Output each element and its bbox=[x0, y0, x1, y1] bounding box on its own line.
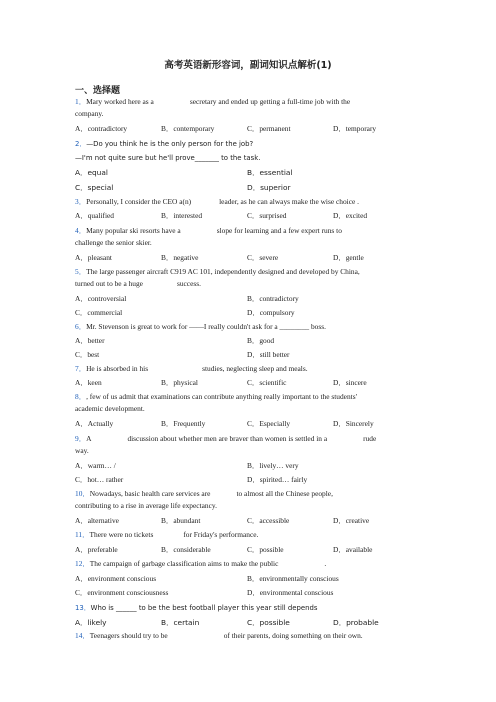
question-text: turned out to be a huge bbox=[75, 279, 143, 288]
question-text: secretary and ended up getting a full-time job with the bbox=[189, 97, 351, 106]
option-d: D．creative bbox=[333, 516, 370, 525]
question-2 bbox=[75, 139, 253, 149]
question-11 bbox=[75, 530, 258, 540]
question-text: —Do you think he is the only person for the job? bbox=[86, 140, 254, 148]
option-a: A．controversial bbox=[75, 294, 127, 303]
option-c: C．commercial bbox=[75, 308, 123, 317]
question-text: to almost all the Chinese people, bbox=[236, 489, 333, 498]
question-text: for Friday's performance. bbox=[183, 530, 259, 539]
question-text: discussion about whether men are braver than women is settled in a bbox=[127, 434, 328, 443]
option-d: D．temporary bbox=[333, 124, 377, 133]
question-text: There were no tickets bbox=[89, 530, 154, 539]
option-d: D．environmental conscious bbox=[247, 588, 334, 597]
option-b: B．abundant bbox=[161, 516, 201, 525]
option-d: D．sincere bbox=[333, 378, 367, 387]
question-text: Teenagers should try to be bbox=[89, 631, 168, 640]
question-text: rude bbox=[363, 434, 377, 443]
question-text: The campaign of garbage classification aims to make the public bbox=[89, 559, 279, 568]
option-c: C．hot… rather bbox=[75, 475, 124, 484]
option-a: A．Actually bbox=[75, 419, 114, 428]
option-a: A．alternative bbox=[75, 516, 119, 525]
question-text: , few of us admit that examinations can contribute anything really important to the students' bbox=[86, 392, 357, 401]
question-13 bbox=[75, 603, 317, 613]
option-b: B．considerable bbox=[161, 545, 211, 554]
question-7 bbox=[75, 364, 308, 374]
section-heading: 一、选择题 bbox=[75, 86, 121, 96]
option-c: C．Especially bbox=[247, 419, 291, 428]
option-c: C．special bbox=[75, 183, 114, 192]
option-c: C．environment consciousness bbox=[75, 588, 169, 597]
question-number: 13． bbox=[75, 604, 91, 612]
question-number: 8． bbox=[75, 392, 87, 401]
question-number: 3． bbox=[75, 197, 87, 206]
question-number: 5． bbox=[75, 267, 87, 276]
question-text: success. bbox=[176, 279, 201, 288]
option-b: B．negative bbox=[161, 253, 199, 262]
question-number: 10． bbox=[75, 489, 90, 498]
question-number: 2． bbox=[75, 140, 87, 148]
option-d: D．available bbox=[333, 545, 373, 554]
option-b: B．contemporary bbox=[161, 124, 215, 133]
option-d: D．probable bbox=[333, 618, 379, 627]
option-a: A．equal bbox=[75, 168, 108, 177]
question-number: 12． bbox=[75, 559, 90, 568]
question-text: Mary worked here as a bbox=[86, 97, 154, 106]
option-d: D．gentle bbox=[333, 253, 364, 262]
option-d: D．superior bbox=[247, 183, 291, 192]
question-6 bbox=[75, 322, 326, 332]
option-d: D．spirited… fairly bbox=[247, 475, 308, 484]
option-b: B．environmentally conscious bbox=[247, 574, 339, 583]
question-number: 11． bbox=[75, 530, 90, 539]
question-text: leader, as he can always make the wise choice . bbox=[219, 197, 359, 206]
option-a: A．contradictory bbox=[75, 124, 128, 133]
question-10-cont: contributing to a rise in average life expectancy. bbox=[75, 501, 217, 510]
question-2-cont: —I'm not quite sure but he'll prove_______ to the task. bbox=[75, 154, 261, 162]
option-b: B．essential bbox=[247, 168, 293, 177]
option-c: C．permanent bbox=[247, 124, 291, 133]
question-8 bbox=[75, 392, 357, 402]
question-text: Personally, I consider the CEO a(n) bbox=[86, 197, 192, 206]
question-text: studies, neglecting sleep and meals. bbox=[202, 364, 308, 373]
question-14 bbox=[75, 631, 363, 641]
question-number: 7． bbox=[75, 364, 87, 373]
option-b: B．interested bbox=[161, 211, 203, 220]
question-text: He is absorbed in his bbox=[86, 364, 149, 373]
option-b: B．certain bbox=[161, 618, 200, 627]
option-a: A．pleasant bbox=[75, 253, 112, 262]
option-a: A．qualified bbox=[75, 211, 114, 220]
question-number: 4． bbox=[75, 226, 87, 235]
question-1 bbox=[75, 97, 350, 107]
option-c: C．scientific bbox=[247, 378, 287, 387]
option-a: A．environment conscious bbox=[75, 574, 157, 583]
option-c: C．best bbox=[75, 350, 100, 359]
question-8-cont: academic development. bbox=[75, 404, 145, 413]
option-d: D．still better bbox=[247, 350, 290, 359]
question-4 bbox=[75, 226, 342, 236]
option-a: A．likely bbox=[75, 618, 107, 627]
question-text: . bbox=[324, 559, 327, 568]
question-5-cont bbox=[75, 279, 201, 289]
option-a: A．preferable bbox=[75, 545, 118, 554]
question-text: Many popular ski resorts have a bbox=[86, 226, 181, 235]
option-c: C．possible bbox=[247, 545, 284, 554]
question-1-cont: company. bbox=[75, 109, 104, 118]
question-text: of their parents, doing something on their own. bbox=[223, 631, 363, 640]
option-a: A．better bbox=[75, 336, 105, 345]
question-text: A bbox=[86, 434, 92, 443]
question-4-cont: challenge the senior skier. bbox=[75, 238, 152, 247]
question-text: The large passenger aircraft C919 AC 101, independently designed and developed by China, bbox=[86, 267, 360, 276]
question-text: Who is ______ to be the best football player this year still depends bbox=[90, 604, 318, 612]
option-a: A．warm… / bbox=[75, 461, 116, 470]
option-d: D．compulsory bbox=[247, 308, 295, 317]
page-title: 高考英语新形容词，副词知识点解析(1) bbox=[164, 60, 332, 71]
option-c: C．severe bbox=[247, 253, 279, 262]
question-number: 6． bbox=[75, 322, 87, 331]
option-b: B．physical bbox=[161, 378, 198, 387]
question-number: 14． bbox=[75, 631, 90, 640]
question-text: slope for learning and a few expert runs to bbox=[216, 226, 342, 235]
option-d: D．excited bbox=[333, 211, 368, 220]
question-12 bbox=[75, 559, 326, 569]
question-number: 1． bbox=[75, 97, 87, 106]
question-number: 9． bbox=[75, 434, 87, 443]
question-text: Nowadays, basic health care services are bbox=[89, 489, 211, 498]
question-9-cont: way. bbox=[75, 446, 89, 455]
question-3 bbox=[75, 197, 359, 207]
question-5 bbox=[75, 267, 360, 277]
option-c: C．accessible bbox=[247, 516, 290, 525]
option-b: B．good bbox=[247, 336, 275, 345]
question-9 bbox=[75, 434, 376, 444]
option-b: B．lively… very bbox=[247, 461, 299, 470]
option-c: C．surprised bbox=[247, 211, 287, 220]
option-b: B．contradictory bbox=[247, 294, 299, 303]
option-b: B．Frequently bbox=[161, 419, 206, 428]
option-a: A．keen bbox=[75, 378, 102, 387]
question-text: Mr. Stevenson is great to work for ——I really couldn't ask for a ________ boss. bbox=[86, 322, 326, 331]
option-d: D．Sincerely bbox=[333, 419, 374, 428]
option-c: C．possible bbox=[247, 618, 290, 627]
question-10 bbox=[75, 489, 333, 499]
